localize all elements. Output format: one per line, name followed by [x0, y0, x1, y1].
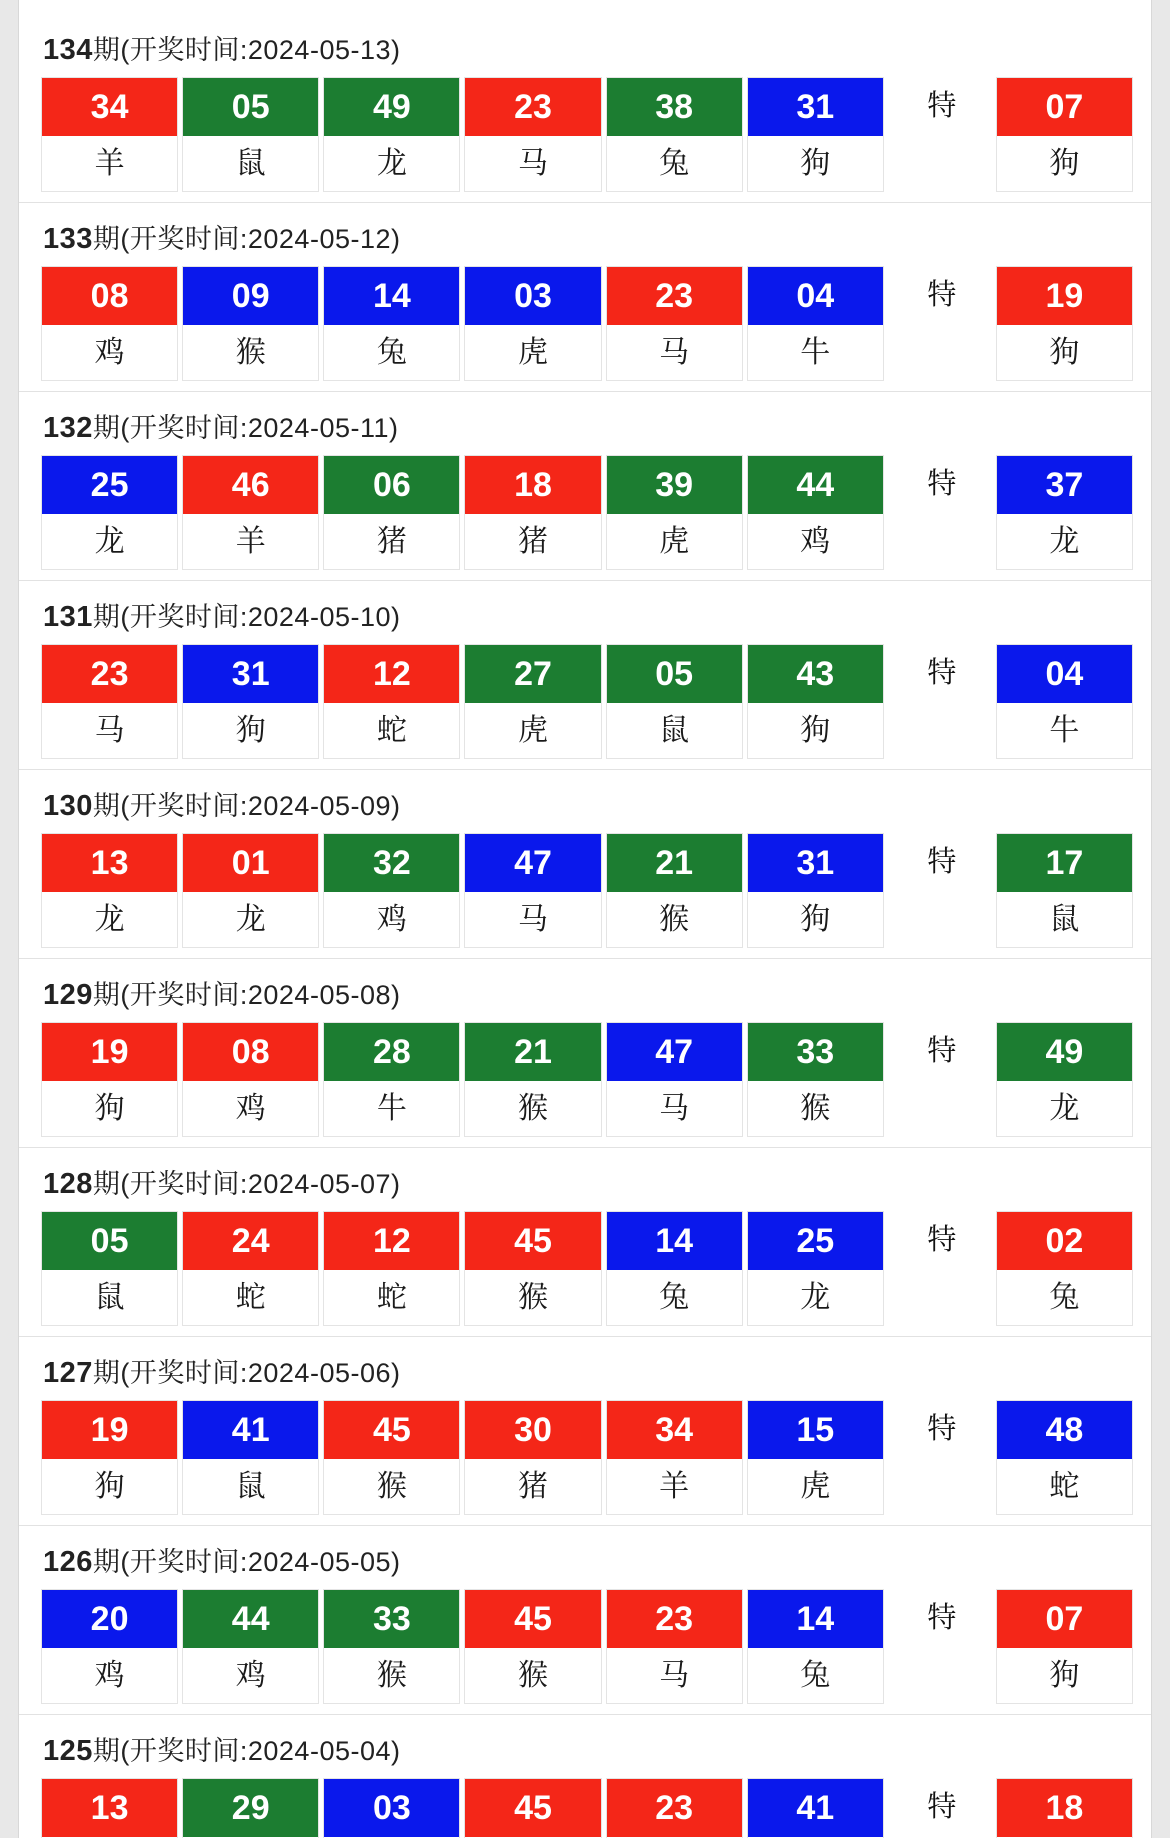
- special-ball-zodiac: 龙: [997, 1081, 1132, 1136]
- balls-row: [19, 1400, 1151, 1515]
- ball-cell[interactable]: [41, 1022, 178, 1137]
- draw-block[interactable]: [19, 1337, 1151, 1526]
- special-ball-zodiac: 狗: [997, 136, 1132, 191]
- ball-zodiac: 马: [465, 892, 600, 947]
- ball-cell[interactable]: [464, 644, 601, 759]
- ball-number: 39: [607, 456, 742, 514]
- ball-zodiac: 猴: [465, 1648, 600, 1703]
- ball-zodiac: 蛇: [324, 703, 459, 758]
- ball-zodiac: 虎: [607, 514, 742, 569]
- special-ball-zodiac: 牛: [997, 703, 1132, 758]
- ball-zodiac: 猪: [465, 1459, 600, 1514]
- ball-number: 05: [42, 1212, 177, 1270]
- ball-number: 31: [748, 78, 883, 136]
- ball-zodiac: 马: [607, 1081, 742, 1136]
- ball-cell[interactable]: [41, 1589, 178, 1704]
- ball-cell[interactable]: [747, 1211, 884, 1326]
- draw-date-text: 期(开奖时间:2024-05-09): [92, 791, 401, 821]
- special-ball-number: 17: [997, 834, 1132, 892]
- special-ball-cell[interactable]: [996, 1589, 1133, 1704]
- ball-number: 05: [607, 645, 742, 703]
- balls-row: [19, 644, 1151, 759]
- ball-cell[interactable]: [182, 77, 319, 192]
- ball-cell[interactable]: [182, 455, 319, 570]
- ball-number: 21: [465, 1023, 600, 1081]
- draw-issue-number: 134: [43, 34, 93, 66]
- ball-cell[interactable]: [182, 1022, 319, 1137]
- special-ball-cell[interactable]: [996, 1400, 1133, 1515]
- ball-number: 28: [324, 1023, 459, 1081]
- ball-number: 23: [42, 645, 177, 703]
- draw-issue-number: 131: [43, 601, 93, 633]
- ball-zodiac: 蛇: [324, 1270, 459, 1325]
- ball-cell[interactable]: [323, 455, 460, 570]
- special-ball-cell[interactable]: [996, 1022, 1133, 1137]
- draw-issue-number: 129: [43, 979, 93, 1011]
- ball-zodiac: 猪: [324, 514, 459, 569]
- ball-zodiac: 鸡: [42, 325, 177, 380]
- special-ball-number: 49: [997, 1023, 1132, 1081]
- ball-cell[interactable]: [747, 833, 884, 948]
- ball-zodiac: 猴: [748, 1081, 883, 1136]
- draw-date-text: 期(开奖时间:2024-05-12): [92, 224, 401, 254]
- special-ball-zodiac: 龙: [997, 514, 1132, 569]
- ball-zodiac: 鸡: [183, 1648, 318, 1703]
- ball-zodiac: 羊: [607, 1459, 742, 1514]
- draw-issue-number: 125: [43, 1735, 93, 1767]
- draw-title: [19, 14, 1151, 77]
- special-ball-label: 特: [927, 846, 957, 878]
- draw-title: [19, 959, 1151, 1022]
- special-ball-label: 特: [927, 1224, 957, 1256]
- ball-number: 25: [42, 456, 177, 514]
- ball-cell[interactable]: [606, 1211, 743, 1326]
- draw-block[interactable]: [19, 1148, 1151, 1337]
- ball-zodiac: 鸡: [324, 892, 459, 947]
- ball-number: 45: [465, 1590, 600, 1648]
- special-ball-zodiac: 狗: [997, 325, 1132, 380]
- ball-zodiac: 狗: [748, 892, 883, 947]
- ball-number: 13: [42, 834, 177, 892]
- ball-cell[interactable]: [464, 1778, 601, 1838]
- special-ball-zodiac: 狗: [997, 1648, 1132, 1703]
- special-ball-number: 04: [997, 645, 1132, 703]
- ball-number: 38: [607, 78, 742, 136]
- ball-number: 44: [748, 456, 883, 514]
- ball-cell[interactable]: [747, 266, 884, 381]
- ball-zodiac: 鸡: [42, 1648, 177, 1703]
- special-ball-label: 特: [927, 1413, 957, 1445]
- ball-zodiac: 狗: [748, 703, 883, 758]
- ball-cell[interactable]: [747, 644, 884, 759]
- draw-issue-number: 130: [43, 790, 93, 822]
- ball-number: 31: [183, 645, 318, 703]
- ball-cell[interactable]: [323, 1211, 460, 1326]
- ball-zodiac: 马: [42, 703, 177, 758]
- ball-zodiac: 牛: [748, 325, 883, 380]
- ball-zodiac: 马: [607, 325, 742, 380]
- ball-zodiac: 鼠: [183, 1459, 318, 1514]
- special-ball-cell[interactable]: [996, 833, 1133, 948]
- ball-number: 30: [465, 1401, 600, 1459]
- ball-zodiac: 鸡: [183, 1081, 318, 1136]
- ball-cell[interactable]: [747, 455, 884, 570]
- ball-cell[interactable]: [606, 455, 743, 570]
- balls-row: [19, 1211, 1151, 1326]
- draw-block[interactable]: [19, 392, 1151, 581]
- ball-number: 33: [324, 1590, 459, 1648]
- ball-zodiac: 马: [607, 1648, 742, 1703]
- ball-number: 45: [465, 1212, 600, 1270]
- draw-issue-number: 133: [43, 223, 93, 255]
- ball-cell[interactable]: [182, 266, 319, 381]
- ball-zodiac: 蛇: [183, 1270, 318, 1325]
- ball-cell[interactable]: [606, 1589, 743, 1704]
- ball-number: 09: [183, 267, 318, 325]
- draw-date-text: 期(开奖时间:2024-05-04): [92, 1736, 401, 1766]
- ball-number: 23: [607, 1779, 742, 1837]
- ball-cell[interactable]: [606, 77, 743, 192]
- ball-cell[interactable]: [747, 1022, 884, 1137]
- ball-cell[interactable]: [182, 833, 319, 948]
- ball-cell[interactable]: [41, 266, 178, 381]
- ball-number: 03: [465, 267, 600, 325]
- special-ball-label: 特: [927, 1035, 957, 1067]
- ball-number: 14: [324, 267, 459, 325]
- ball-cell[interactable]: [747, 77, 884, 192]
- ball-number: 12: [324, 1212, 459, 1270]
- ball-number: 23: [607, 267, 742, 325]
- special-ball-number: 37: [997, 456, 1132, 514]
- draw-title: [19, 770, 1151, 833]
- ball-number: 25: [748, 1212, 883, 1270]
- ball-zodiac: 狗: [748, 136, 883, 191]
- balls-row: [19, 266, 1151, 381]
- special-ball-number: 07: [997, 78, 1132, 136]
- ball-number: 47: [607, 1023, 742, 1081]
- ball-zodiac: 兔: [324, 325, 459, 380]
- special-ball-number: 07: [997, 1590, 1132, 1648]
- ball-number: 05: [183, 78, 318, 136]
- ball-number: 19: [42, 1401, 177, 1459]
- ball-zodiac: 马: [465, 136, 600, 191]
- ball-zodiac: 猴: [324, 1648, 459, 1703]
- ball-zodiac: 猪: [465, 514, 600, 569]
- ball-number: 44: [183, 1590, 318, 1648]
- ball-cell[interactable]: [464, 1022, 601, 1137]
- draw-title: [19, 1526, 1151, 1589]
- draw-issue-number: 126: [43, 1546, 93, 1578]
- draw-block[interactable]: [19, 581, 1151, 770]
- draw-title: [19, 392, 1151, 455]
- ball-cell[interactable]: [323, 266, 460, 381]
- special-ball-cell[interactable]: [996, 1211, 1133, 1326]
- special-ball-zodiac: 鼠: [997, 892, 1132, 947]
- special-ball-cell[interactable]: [996, 644, 1133, 759]
- ball-zodiac: 鸡: [748, 514, 883, 569]
- ball-zodiac: 狗: [183, 703, 318, 758]
- ball-number: 45: [324, 1401, 459, 1459]
- draw-date-text: 期(开奖时间:2024-05-10): [92, 602, 401, 632]
- special-ball-number: 18: [997, 1779, 1132, 1837]
- ball-zodiac: 狗: [42, 1081, 177, 1136]
- ball-number: 24: [183, 1212, 318, 1270]
- ball-zodiac: 猴: [183, 325, 318, 380]
- ball-number: 03: [324, 1779, 459, 1837]
- ball-number: 12: [324, 645, 459, 703]
- draw-title: [19, 1337, 1151, 1400]
- draw-title: [19, 581, 1151, 644]
- balls-row: [19, 455, 1151, 570]
- draw-date-text: 期(开奖时间:2024-05-11): [92, 413, 399, 443]
- ball-number: 14: [607, 1212, 742, 1270]
- ball-cell[interactable]: [464, 77, 601, 192]
- special-ball-label: 特: [927, 657, 957, 689]
- ball-cell[interactable]: [464, 455, 601, 570]
- ball-zodiac: 虎: [748, 1459, 883, 1514]
- ball-cell[interactable]: [41, 1778, 178, 1838]
- ball-cell[interactable]: [41, 1211, 178, 1326]
- draw-title: [19, 1715, 1151, 1778]
- ball-number: 13: [42, 1779, 177, 1837]
- ball-cell[interactable]: [41, 77, 178, 192]
- ball-cell[interactable]: [606, 266, 743, 381]
- draw-date-text: 期(开奖时间:2024-05-06): [92, 1358, 401, 1388]
- special-ball-cell[interactable]: [996, 77, 1133, 192]
- draw-date-text: 期(开奖时间:2024-05-05): [92, 1547, 401, 1577]
- draw-title: [19, 203, 1151, 266]
- ball-zodiac: 龙: [42, 892, 177, 947]
- ball-number: 33: [748, 1023, 883, 1081]
- balls-row: [19, 1778, 1151, 1838]
- special-ball-cell[interactable]: [996, 1778, 1133, 1838]
- ball-cell[interactable]: [464, 1589, 601, 1704]
- ball-cell[interactable]: [323, 1022, 460, 1137]
- ball-number: 08: [42, 267, 177, 325]
- ball-zodiac: 兔: [748, 1648, 883, 1703]
- ball-zodiac: 鼠: [42, 1270, 177, 1325]
- ball-number: 08: [183, 1023, 318, 1081]
- balls-row: [19, 833, 1151, 948]
- special-ball-number: 02: [997, 1212, 1132, 1270]
- ball-zodiac: 兔: [607, 1270, 742, 1325]
- special-ball-label: 特: [927, 90, 957, 122]
- ball-zodiac: 龙: [324, 136, 459, 191]
- draw-date-text: 期(开奖时间:2024-05-07): [92, 1169, 401, 1199]
- draw-issue-number: 128: [43, 1168, 93, 1200]
- ball-zodiac: 鼠: [183, 136, 318, 191]
- ball-number: 31: [748, 834, 883, 892]
- ball-number: 49: [324, 78, 459, 136]
- ball-cell[interactable]: [41, 833, 178, 948]
- ball-zodiac: 鼠: [607, 703, 742, 758]
- special-ball-cell[interactable]: [996, 455, 1133, 570]
- ball-cell[interactable]: [323, 1778, 460, 1838]
- ball-zodiac: 虎: [465, 703, 600, 758]
- ball-cell[interactable]: [182, 1400, 319, 1515]
- special-ball-label: 特: [927, 1791, 957, 1823]
- ball-number: 46: [183, 456, 318, 514]
- ball-cell[interactable]: [323, 644, 460, 759]
- ball-number: 15: [748, 1401, 883, 1459]
- ball-number: 41: [183, 1401, 318, 1459]
- special-ball-label: 特: [927, 468, 957, 500]
- special-ball-zodiac: 蛇: [997, 1459, 1132, 1514]
- ball-number: 29: [183, 1779, 318, 1837]
- ball-number: 23: [607, 1590, 742, 1648]
- special-ball-label: 特: [927, 1602, 957, 1634]
- ball-number: 21: [607, 834, 742, 892]
- ball-number: 32: [324, 834, 459, 892]
- ball-zodiac: 猴: [465, 1081, 600, 1136]
- ball-zodiac: 猴: [607, 892, 742, 947]
- balls-row: [19, 1022, 1151, 1137]
- ball-number: 14: [748, 1590, 883, 1648]
- ball-number: 01: [183, 834, 318, 892]
- ball-cell[interactable]: [606, 1022, 743, 1137]
- special-ball-zodiac: 兔: [997, 1270, 1132, 1325]
- ball-cell[interactable]: [323, 1589, 460, 1704]
- special-ball-cell[interactable]: [996, 266, 1133, 381]
- ball-zodiac: 猴: [465, 1270, 600, 1325]
- special-ball-label: 特: [927, 279, 957, 311]
- draw-block[interactable]: [19, 203, 1151, 392]
- ball-number: 18: [465, 456, 600, 514]
- balls-row: [19, 1589, 1151, 1704]
- draw-block[interactable]: [19, 14, 1151, 203]
- ball-zodiac: 羊: [183, 514, 318, 569]
- ball-number: 19: [42, 1023, 177, 1081]
- ball-number: 06: [324, 456, 459, 514]
- top-divider: [18, 0, 1152, 14]
- ball-cell[interactable]: [323, 833, 460, 948]
- draw-title: [19, 1148, 1151, 1211]
- ball-zodiac: 狗: [42, 1459, 177, 1514]
- ball-zodiac: 龙: [183, 892, 318, 947]
- ball-cell[interactable]: [464, 266, 601, 381]
- draw-block[interactable]: [19, 1715, 1151, 1838]
- ball-zodiac: 虎: [465, 325, 600, 380]
- draw-date-text: 期(开奖时间:2024-05-13): [92, 35, 401, 65]
- ball-zodiac: 羊: [42, 136, 177, 191]
- ball-cell[interactable]: [41, 455, 178, 570]
- ball-cell[interactable]: [464, 1211, 601, 1326]
- ball-zodiac: 猴: [324, 1459, 459, 1514]
- ball-number: 41: [748, 1779, 883, 1837]
- ball-cell[interactable]: [41, 644, 178, 759]
- draw-date-text: 期(开奖时间:2024-05-08): [92, 980, 401, 1010]
- ball-cell[interactable]: [464, 1400, 601, 1515]
- balls-row: [19, 77, 1151, 192]
- ball-cell[interactable]: [464, 833, 601, 948]
- draw-block[interactable]: [19, 1526, 1151, 1715]
- ball-number: 43: [748, 645, 883, 703]
- ball-cell[interactable]: [747, 1589, 884, 1704]
- ball-cell[interactable]: [606, 644, 743, 759]
- ball-zodiac: 龙: [42, 514, 177, 569]
- special-ball-number: 19: [997, 267, 1132, 325]
- ball-cell[interactable]: [182, 644, 319, 759]
- ball-zodiac: 牛: [324, 1081, 459, 1136]
- ball-cell[interactable]: [41, 1400, 178, 1515]
- ball-cell[interactable]: [606, 833, 743, 948]
- draw-issue-number: 132: [43, 412, 93, 444]
- ball-number: 23: [465, 78, 600, 136]
- draw-block[interactable]: [19, 770, 1151, 959]
- ball-cell[interactable]: [606, 1778, 743, 1838]
- ball-number: 04: [748, 267, 883, 325]
- ball-number: 27: [465, 645, 600, 703]
- ball-zodiac: 龙: [748, 1270, 883, 1325]
- ball-cell[interactable]: [323, 77, 460, 192]
- ball-cell[interactable]: [182, 1589, 319, 1704]
- ball-zodiac: 兔: [607, 136, 742, 191]
- ball-cell[interactable]: [747, 1400, 884, 1515]
- ball-cell[interactable]: [182, 1211, 319, 1326]
- ball-number: 45: [465, 1779, 600, 1837]
- ball-number: 47: [465, 834, 600, 892]
- special-ball-number: 48: [997, 1401, 1132, 1459]
- ball-number: 34: [607, 1401, 742, 1459]
- ball-number: 20: [42, 1590, 177, 1648]
- ball-cell[interactable]: [323, 1400, 460, 1515]
- ball-number: 34: [42, 78, 177, 136]
- draw-issue-number: 127: [43, 1357, 93, 1389]
- draw-block[interactable]: [19, 959, 1151, 1148]
- ball-cell[interactable]: [747, 1778, 884, 1838]
- draw-results-list: [18, 14, 1152, 1838]
- ball-cell[interactable]: [182, 1778, 319, 1838]
- ball-cell[interactable]: [606, 1400, 743, 1515]
